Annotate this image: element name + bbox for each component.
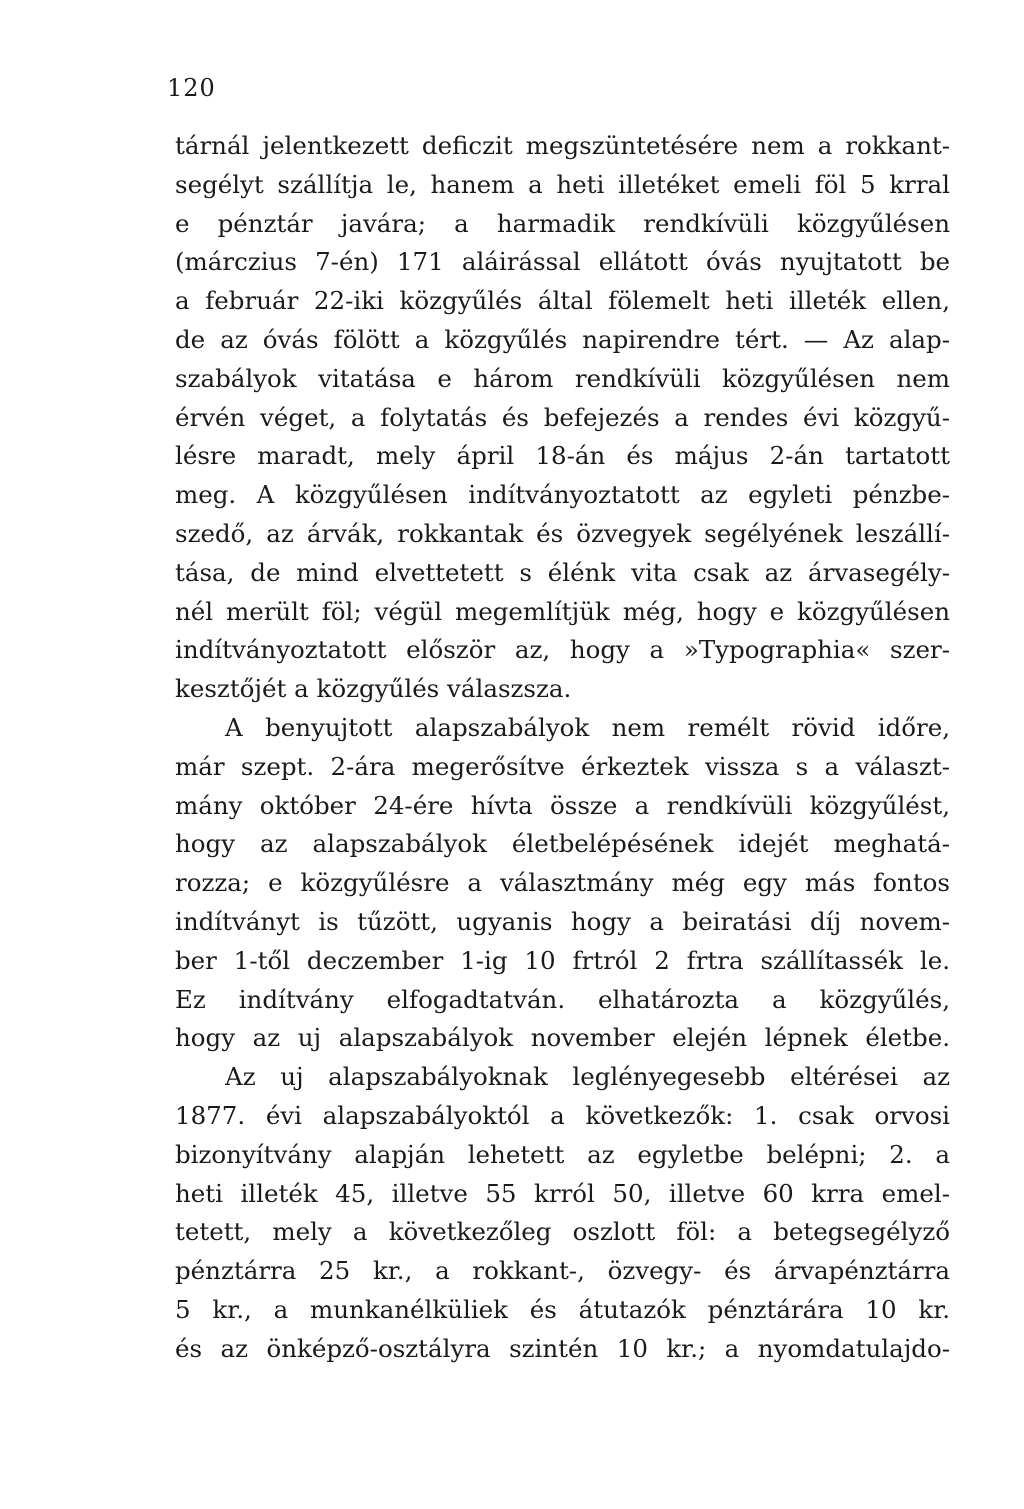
body-text: [175, 127, 950, 1369]
text-line: lésre maradt, mely ápril 18-án és május 2-án tartatott: [175, 441, 950, 471]
text-line: segélyt szállítja le, hanem a heti illetéket emeli föl 5 krral: [175, 169, 950, 199]
text-line: szabályok vitatása e három rendkívüli közgyűlésen nem: [175, 363, 950, 393]
text-line: heti illeték 45, illetve 55 krról 50, illetve 60 krra emel-: [175, 1178, 950, 1208]
text-line: indítványoztatott először az, hogy a »Typographia« szer-: [175, 635, 950, 665]
text-line: nél merült föl; végül megemlítjük még, hogy e közgyűlésen: [175, 596, 950, 626]
text-line: mány október 24-ére hívta össze a rendkívüli közgyűlést,: [175, 790, 950, 820]
text-line: de az óvás fölött a közgyűlés napirendre tért. — Az alap-: [175, 324, 950, 354]
text-line: szedő, az árvák, rokkantak és özvegyek segélyének leszállí-: [175, 518, 950, 548]
text-line: (márczius 7-én) 171 aláirással ellátott óvás nyujtatott be: [175, 247, 950, 277]
text-line: e pénztár javára; a harmadik rendkívüli közgyűlésen: [175, 208, 950, 238]
text-line: a február 22-iki közgyűlés által fölemelt heti illeték ellen,: [175, 286, 950, 316]
text-line: hogy az alapszabályok életbelépésének idejét meghatá-: [175, 829, 950, 859]
text-line: 5 kr., a munkanélküliek és átutazók pénztárára 10 kr.: [175, 1294, 950, 1324]
text-line: kesztőjét a közgyűlés válaszsza.: [175, 674, 572, 704]
text-line: már szept. 2-ára megerősítve érkeztek vissza s a választ-: [175, 751, 950, 781]
text-line: Ez indítvány elfogadtatván. elhatározta a közgyűlés,: [175, 984, 950, 1014]
text-line: hogy az uj alapszabályok november elején lépnek életbe.: [175, 1023, 950, 1053]
page-number: 120: [167, 74, 216, 102]
text-line: pénztárra 25 kr., a rokkant-, özvegy- és árvapénztárra: [175, 1256, 950, 1286]
text-line: rozza; e közgyűlésre a választmány még egy más fontos: [175, 868, 950, 898]
text-line: meg. A közgyűlésen indítványoztatott az egyleti pénzbe-: [175, 480, 950, 510]
text-line: tása, de mind elvettetett s élénk vita csak az árvasegély-: [175, 557, 950, 587]
text-line: Az uj alapszabályoknak leglényegesebb eltérései az: [225, 1062, 950, 1092]
text-line: ber 1-től deczember 1-ig 10 frtról 2 frtra szállítassék le.: [175, 945, 950, 975]
text-line: indítványt is tűzött, ugyanis hogy a beiratási díj novem-: [175, 906, 950, 936]
text-line: tetett, mely a következőleg oszlott föl: a betegsegélyző: [175, 1217, 950, 1247]
text-line: tárnál jelentkezett deficzit megszüntetésére nem a rokkant-: [175, 131, 950, 160]
text-line: bizonyítvány alapján lehetett az egyletbe belépni; 2. a: [175, 1139, 950, 1169]
text-line: érvén véget, a folytatás és befejezés a rendes évi közgyű-: [175, 402, 950, 432]
text-line: 1877. évi alapszabályoktól a következők: 1. csak orvosi: [175, 1100, 950, 1130]
text-line: és az önképző-osztályra szintén 10 kr.; a nyomdatulajdo-: [175, 1333, 950, 1363]
text-line: A benyujtott alapszabályok nem remélt rövid időre,: [225, 712, 950, 742]
